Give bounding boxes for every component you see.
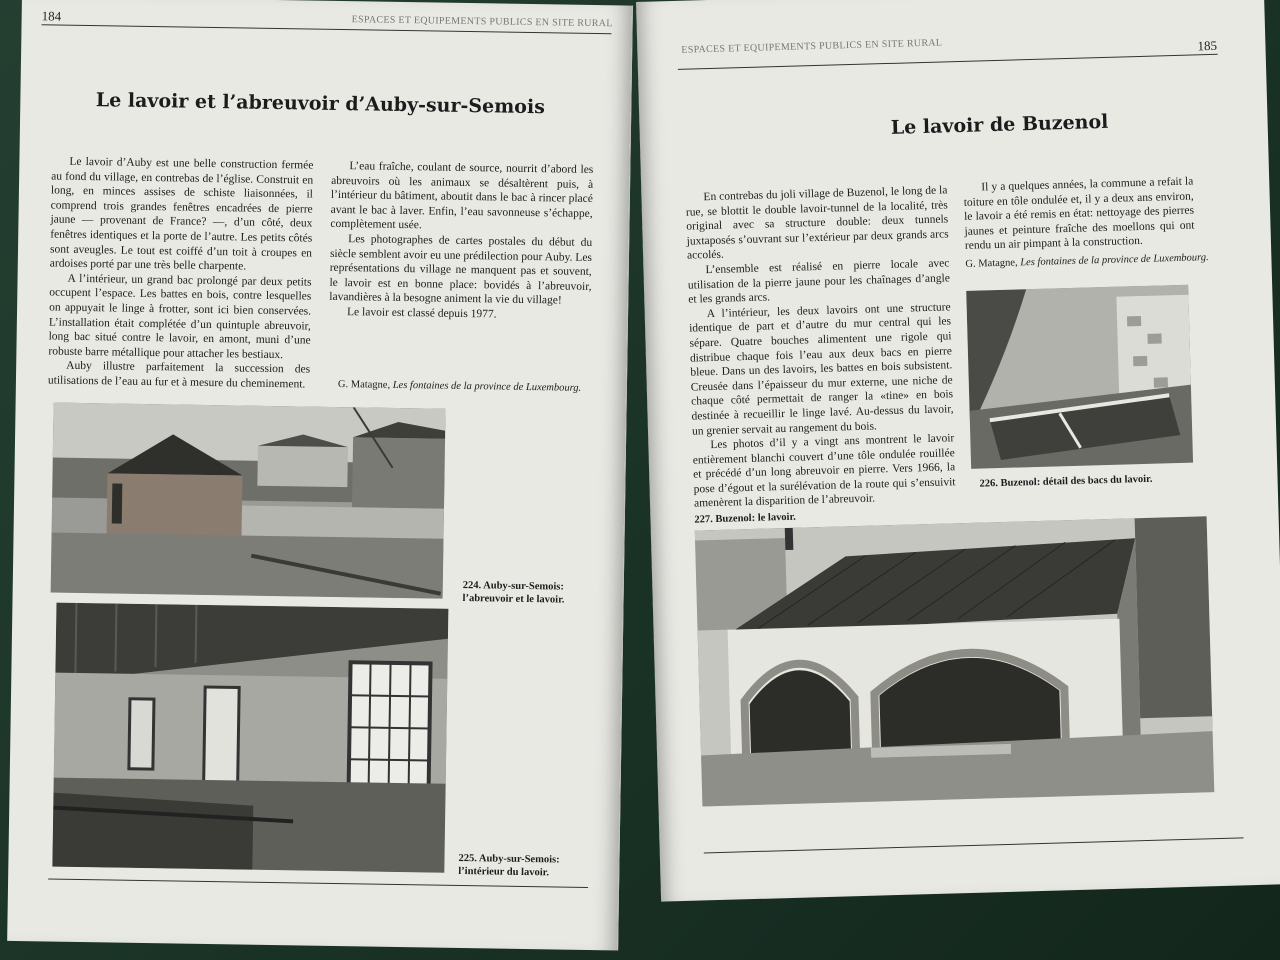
photo-auby-interior	[52, 603, 448, 873]
paragraph: A l’intérieur, les deux lavoirs ont une structure identique de part et d’autre du mur central qui les sépare. Quatre bouches alimentent une rigole qui distribue chaque fois l’eau aux deux bacs en pierre bleue. Dans un des lavoirs, les battes en bois subsistent. Creusée dans l’épaisseur du mur externe, une niche de chaque côté permettait de ranger la «tine» en bois destinée à recueillir le linge lavé. Au-dessus du lavoir, un grenier servait au rangement du bois.	[688, 301, 954, 438]
right-page	[636, 0, 1280, 902]
text-column-right-1	[685, 183, 956, 511]
left-page	[7, 0, 633, 950]
source-credit-right	[965, 252, 1209, 270]
paragraph: Il y a quelques années, la commune a refait la toiture en tôle ondulée et, il y a deux ans environ, le lavoir a été remis en état: nettoyage des pierres jaunes et peinture fraîche des moellons qui ont rendu un air pimpant à la construction.	[963, 175, 1195, 253]
caption-227: 227. Buzenol: le lavoir.	[694, 511, 797, 526]
article-title-right: Le lavoir de Buzenol	[890, 110, 1109, 139]
paragraph: Auby illustre parfaitement la succession des utilisations de l’eau au fur et à mesure du cheminement.	[47, 360, 311, 391]
credit-title: Les fontaines de la province de Luxembourg.	[1020, 252, 1209, 269]
text-column-left-2	[329, 159, 593, 324]
source-credit-left	[338, 379, 581, 394]
footer-rule-left	[48, 879, 588, 888]
running-head-left: ESPACES ET EQUIPEMENTS PUBLICS EN SITE RURAL	[351, 14, 613, 30]
page-number-right: 185	[1197, 37, 1218, 54]
credit-author: G. Matagne,	[337, 379, 391, 391]
article-title-left: Le lavoir et l’abreuvoir d’Auby-sur-Semois	[95, 89, 546, 119]
footer-rule-right	[704, 837, 1244, 853]
caption-226: 226. Buzenol: détail des bacs du lavoir.	[979, 473, 1153, 490]
paragraph: Le lavoir d’Auby est une belle construction fermée au fond du village, en contrebas de l’église. Construit en long, en minces assises de schiste liaisonnées, il comprend trois grandes fenêtres encadrées de pierre jaune — provenant de France? —, d’un côté, deux fenêtres identiques et la porte de l’autre. Les petits côtés sont aveugles. Le tout est coiffé d’un toit à croupes en ardoises porté par une très belle charpente.	[49, 155, 314, 273]
paragraph: Les photographes de cartes postales du début du siècle semblent avoir eu une prédilection pour Auby. Les représentations du village ne manquent pas et souvent, le lavoir est en bonne place: bovidés à l’abreuvoir, lavandières à la besogne animent la vie du village!	[329, 233, 593, 307]
paragraph: Le lavoir est classé depuis 1977.	[346, 306, 497, 321]
photo-buzenol-basins	[966, 285, 1193, 469]
credit-author: G. Matagne,	[965, 257, 1018, 270]
page-number-left: 184	[41, 8, 62, 24]
photo-auby-exterior	[51, 403, 446, 599]
credit-title: Les fontaines de la province de Luxembourg.	[392, 379, 582, 394]
paragraph: A l’intérieur, un grand bac prolongé par deux petits occupent l’espace. Les battes en bois, contre lesquelles on appuyait le linge à frotter, sont ici bien conservées. L’installation était complétée d’un quintuple abreuvoir, long bac situé contre le lavoir, en amont, muni d’une robuste barre métallique pour attacher les bestiaux.	[48, 272, 312, 361]
caption-224: 224. Auby-sur-Semois: l’abreuvoir et le lavoir.	[462, 579, 565, 606]
paragraph: En contrebas du joli village de Buzenol, le long de la rue, se blottit le double lavoir-tunnel de la localité, très original avec sa structure double: deux tunnels juxtaposés s’ouvrant sur l’extérieur par deux grands arcs accolés.	[685, 184, 949, 263]
paragraph: L’eau fraîche, coulant de source, nourrit d’abord les abreuvoirs où les animaux se désaltèrent puis, à l’intérieur du bâtiment, aboutit dans le bac à rincer placé avant le bac à laver. Enfin, l’eau savonneuse s’échappe, complètement usée.	[330, 160, 594, 232]
header-rule-right	[678, 54, 1218, 70]
text-column-left-1	[48, 154, 314, 392]
photo-buzenol-exterior	[695, 516, 1215, 806]
running-head-right: ESPACES ET EQUIPEMENTS PUBLICS EN SITE RURAL	[681, 37, 943, 56]
paragraph: L’ensemble est réalisé en pierre locale avec utilisation de la pierre jaune pour les chaînages d’angle et les grands arcs.	[687, 257, 950, 306]
paragraph: Les photos d’il y a vingt ans montrent le lavoir entièrement blanchi couvert d’une tôle ondulée rouillée et précédé d’un long abreuvoir en pierre. Vers 1966, la pose d’égout et la surélévation de la route qui s’ensuivit amenèrent la disparition de l’abreuvoir.	[692, 432, 956, 511]
caption-225: 225. Auby-sur-Semois: l’intérieur du lavoir.	[458, 852, 560, 878]
text-column-right-2	[963, 175, 1195, 254]
